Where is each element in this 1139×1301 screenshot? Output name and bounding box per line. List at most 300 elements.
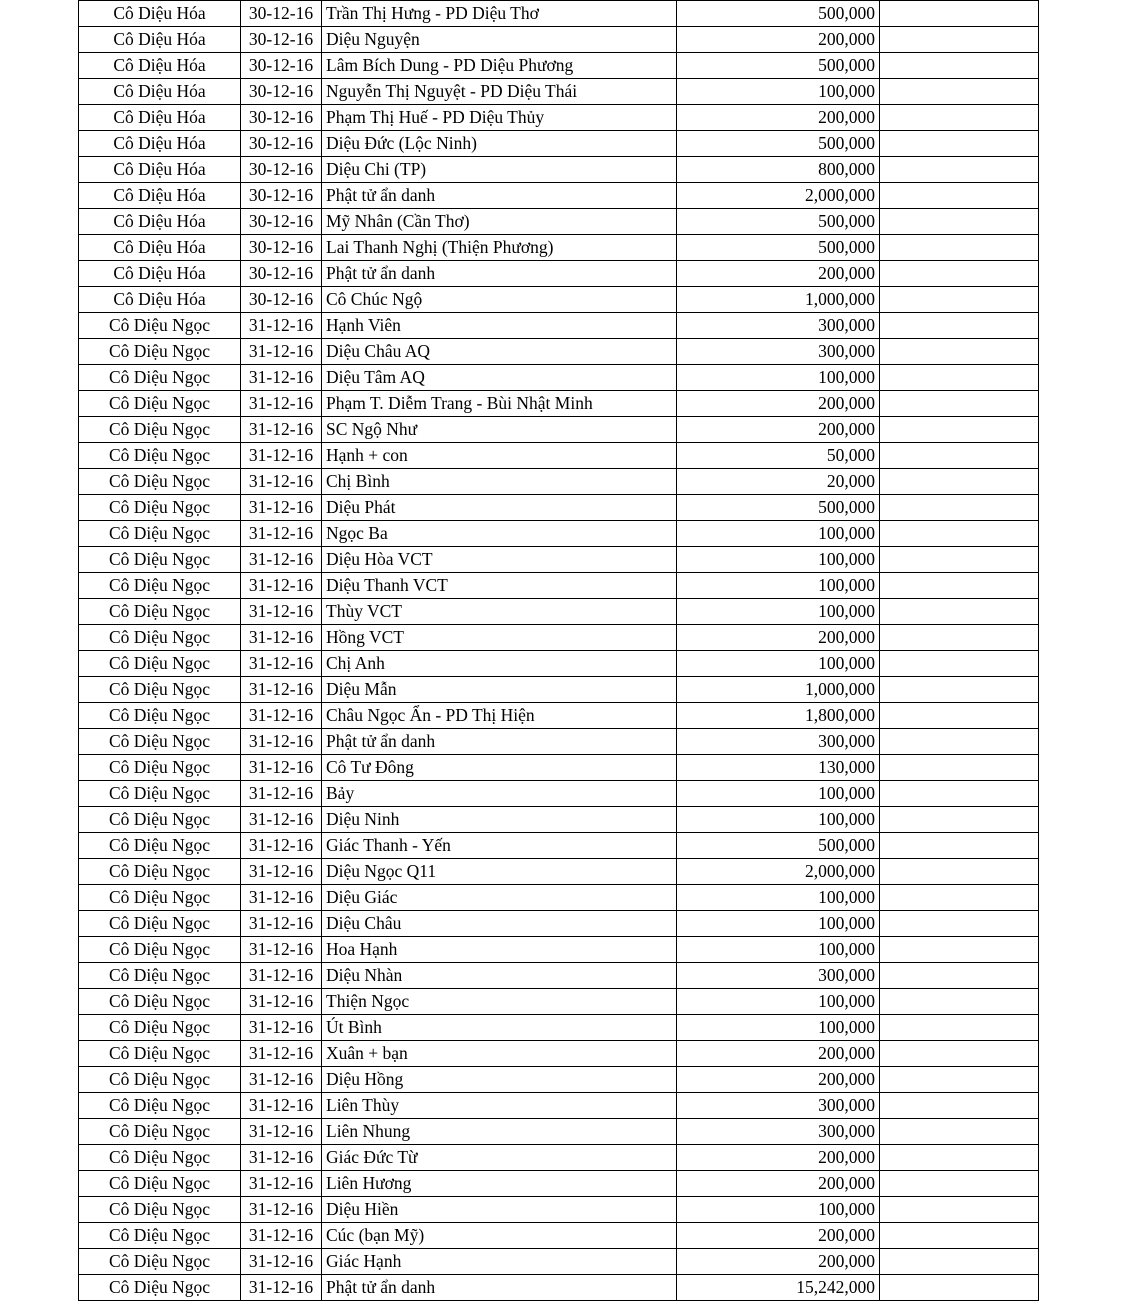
table-row [79,1197,1039,1223]
cell-donor: Cô Diệu Ngọc [79,1015,241,1041]
cell-donor: Cô Diệu Ngọc [79,1145,241,1171]
table-row [79,469,1039,495]
cell-name: Nguyễn Thị Nguyệt - PD Diệu Thái [322,79,677,105]
cell-note [880,963,1039,989]
table-row [79,1093,1039,1119]
cell-note [880,547,1039,573]
cell-date: 31-12-16 [241,625,322,651]
cell-name: Mỹ Nhân (Cần Thơ) [322,209,677,235]
cell-donor: Cô Diệu Hóa [79,53,241,79]
cell-amount: 100,000 [677,885,880,911]
cell-note [880,365,1039,391]
cell-name: Diệu Phát [322,495,677,521]
cell-amount: 200,000 [677,27,880,53]
cell-note [880,417,1039,443]
cell-note [880,1249,1039,1275]
cell-donor: Cô Diệu Ngọc [79,625,241,651]
cell-donor: Cô Diệu Ngọc [79,521,241,547]
cell-donor: Cô Diệu Ngọc [79,703,241,729]
cell-amount: 100,000 [677,1197,880,1223]
table-row [79,729,1039,755]
cell-date: 31-12-16 [241,781,322,807]
cell-note [880,521,1039,547]
cell-name: Lâm Bích Dung - PD Diệu Phương [322,53,677,79]
cell-date: 31-12-16 [241,417,322,443]
cell-name: Liên Thùy [322,1093,677,1119]
cell-date: 31-12-16 [241,1119,322,1145]
cell-date: 31-12-16 [241,859,322,885]
cell-name: Thùy VCT [322,599,677,625]
cell-note [880,937,1039,963]
cell-amount: 100,000 [677,937,880,963]
cell-amount: 200,000 [677,1171,880,1197]
cell-donor: Cô Diệu Hóa [79,1,241,27]
table-row [79,27,1039,53]
cell-date: 31-12-16 [241,937,322,963]
table-row [79,885,1039,911]
cell-date: 31-12-16 [241,989,322,1015]
cell-amount: 100,000 [677,1015,880,1041]
cell-name: Diệu Ninh [322,807,677,833]
cell-date: 30-12-16 [241,287,322,313]
cell-name: Hoa Hạnh [322,937,677,963]
cell-amount: 1,000,000 [677,677,880,703]
cell-donor: Cô Diệu Hóa [79,131,241,157]
cell-date: 31-12-16 [241,1145,322,1171]
cell-date: 31-12-16 [241,1093,322,1119]
cell-amount: 300,000 [677,1093,880,1119]
ledger-body [79,1,1039,1301]
cell-donor: Cô Diệu Ngọc [79,443,241,469]
cell-name: Diệu Châu [322,911,677,937]
cell-name: Phật tử ẩn danh [322,729,677,755]
cell-note [880,833,1039,859]
cell-amount: 50,000 [677,443,880,469]
cell-note [880,1223,1039,1249]
cell-amount: 300,000 [677,1119,880,1145]
cell-note [880,1145,1039,1171]
cell-donor: Cô Diệu Ngọc [79,1171,241,1197]
cell-donor: Cô Diệu Hóa [79,105,241,131]
cell-date: 31-12-16 [241,313,322,339]
table-row [79,1119,1039,1145]
table-row [79,989,1039,1015]
cell-name: Liên Nhung [322,1119,677,1145]
cell-amount: 200,000 [677,261,880,287]
cell-name: SC Ngộ Như [322,417,677,443]
cell-amount: 300,000 [677,339,880,365]
cell-amount: 100,000 [677,781,880,807]
cell-name: Diệu Hồng [322,1067,677,1093]
cell-date: 31-12-16 [241,391,322,417]
table-row [79,1015,1039,1041]
cell-name: Hồng VCT [322,625,677,651]
cell-note [880,105,1039,131]
cell-donor: Cô Diệu Ngọc [79,365,241,391]
cell-donor: Cô Diệu Hóa [79,27,241,53]
table-row [79,1145,1039,1171]
cell-note [880,183,1039,209]
cell-date: 31-12-16 [241,1171,322,1197]
cell-donor: Cô Diệu Ngọc [79,469,241,495]
cell-name: Giác Hạnh [322,1249,677,1275]
cell-amount: 200,000 [677,417,880,443]
cell-date: 31-12-16 [241,1015,322,1041]
cell-donor: Cô Diệu Ngọc [79,1275,241,1301]
cell-note [880,79,1039,105]
cell-name: Chị Anh [322,651,677,677]
cell-amount: 500,000 [677,131,880,157]
cell-donor: Cô Diệu Ngọc [79,989,241,1015]
cell-donor: Cô Diệu Ngọc [79,729,241,755]
cell-amount: 200,000 [677,391,880,417]
cell-donor: Cô Diệu Hóa [79,235,241,261]
cell-note [880,443,1039,469]
cell-name: Phạm T. Diễm Trang - Bùi Nhật Minh [322,391,677,417]
table-row [79,365,1039,391]
cell-note [880,625,1039,651]
cell-date: 31-12-16 [241,1275,322,1301]
cell-date: 31-12-16 [241,807,322,833]
cell-note [880,53,1039,79]
cell-date: 31-12-16 [241,703,322,729]
donation-ledger-table [78,0,1039,1301]
cell-name: Bảy [322,781,677,807]
cell-date: 31-12-16 [241,339,322,365]
cell-name: Hạnh + con [322,443,677,469]
cell-date: 30-12-16 [241,209,322,235]
cell-note [880,703,1039,729]
cell-date: 30-12-16 [241,131,322,157]
cell-donor: Cô Diệu Ngọc [79,651,241,677]
cell-name: Diệu Tâm AQ [322,365,677,391]
cell-note [880,391,1039,417]
cell-name: Phật tử ẩn danh [322,261,677,287]
cell-note [880,313,1039,339]
cell-amount: 1,000,000 [677,287,880,313]
cell-note [880,1197,1039,1223]
cell-name: Cô Chúc Ngộ [322,287,677,313]
cell-donor: Cô Diệu Ngọc [79,677,241,703]
table-row [79,651,1039,677]
cell-note [880,807,1039,833]
table-row [79,495,1039,521]
cell-note [880,729,1039,755]
cell-name: Phạm Thị Huế - PD Diệu Thủy [322,105,677,131]
table-row [79,313,1039,339]
cell-note [880,989,1039,1015]
cell-date: 30-12-16 [241,261,322,287]
cell-date: 30-12-16 [241,27,322,53]
cell-name: Xuân + bạn [322,1041,677,1067]
table-row [79,1223,1039,1249]
cell-amount: 200,000 [677,625,880,651]
cell-date: 31-12-16 [241,963,322,989]
cell-name: Cúc (bạn Mỹ) [322,1223,677,1249]
cell-amount: 500,000 [677,495,880,521]
table-row [79,235,1039,261]
cell-donor: Cô Diệu Ngọc [79,495,241,521]
cell-donor: Cô Diệu Hóa [79,209,241,235]
table-row [79,599,1039,625]
cell-note [880,131,1039,157]
cell-donor: Cô Diệu Ngọc [79,1223,241,1249]
table-row [79,339,1039,365]
cell-name: Diệu Mẫn [322,677,677,703]
table-row [79,287,1039,313]
cell-name: Diệu Nguyện [322,27,677,53]
cell-donor: Cô Diệu Ngọc [79,755,241,781]
cell-amount: 200,000 [677,105,880,131]
cell-amount: 100,000 [677,521,880,547]
cell-name: Giác Đức Từ [322,1145,677,1171]
cell-date: 31-12-16 [241,521,322,547]
cell-note [880,1067,1039,1093]
cell-donor: Cô Diệu Ngọc [79,313,241,339]
cell-amount: 200,000 [677,1041,880,1067]
cell-donor: Cô Diệu Ngọc [79,963,241,989]
table-row [79,547,1039,573]
cell-date: 31-12-16 [241,365,322,391]
cell-name: Diệu Châu AQ [322,339,677,365]
cell-date: 30-12-16 [241,105,322,131]
cell-name: Diệu Đức (Lộc Ninh) [322,131,677,157]
table-row [79,417,1039,443]
cell-amount: 100,000 [677,365,880,391]
table-row [79,1,1039,27]
cell-donor: Cô Diệu Ngọc [79,599,241,625]
table-row [79,521,1039,547]
cell-name: Diệu Nhàn [322,963,677,989]
cell-donor: Cô Diệu Ngọc [79,391,241,417]
cell-date: 30-12-16 [241,53,322,79]
cell-note [880,755,1039,781]
cell-date: 31-12-16 [241,651,322,677]
cell-amount: 500,000 [677,833,880,859]
cell-note [880,469,1039,495]
cell-amount: 100,000 [677,79,880,105]
cell-date: 31-12-16 [241,599,322,625]
cell-note [880,209,1039,235]
cell-donor: Cô Diệu Ngọc [79,1197,241,1223]
cell-donor: Cô Diệu Ngọc [79,781,241,807]
table-row [79,859,1039,885]
table-row [79,131,1039,157]
cell-name: Hạnh Viên [322,313,677,339]
table-row [79,677,1039,703]
table-row [79,157,1039,183]
cell-amount: 100,000 [677,651,880,677]
table-row [79,79,1039,105]
cell-donor: Cô Diệu Hóa [79,287,241,313]
cell-note [880,1,1039,27]
cell-name: Diệu Giác [322,885,677,911]
cell-date: 31-12-16 [241,1197,322,1223]
cell-date: 31-12-16 [241,833,322,859]
cell-note [880,1093,1039,1119]
cell-donor: Cô Diệu Hóa [79,183,241,209]
table-row [79,937,1039,963]
table-row [79,781,1039,807]
cell-donor: Cô Diệu Ngọc [79,1119,241,1145]
table-row [79,1041,1039,1067]
cell-donor: Cô Diệu Ngọc [79,937,241,963]
cell-amount: 2,000,000 [677,183,880,209]
cell-amount: 200,000 [677,1067,880,1093]
cell-amount: 1,800,000 [677,703,880,729]
cell-date: 31-12-16 [241,495,322,521]
cell-amount: 200,000 [677,1223,880,1249]
cell-date: 31-12-16 [241,1249,322,1275]
cell-note [880,859,1039,885]
table-row [79,391,1039,417]
cell-date: 30-12-16 [241,1,322,27]
cell-amount: 15,242,000 [677,1275,880,1301]
table-row [79,625,1039,651]
cell-amount: 300,000 [677,313,880,339]
cell-date: 31-12-16 [241,677,322,703]
cell-donor: Cô Diệu Ngọc [79,417,241,443]
cell-note [880,287,1039,313]
cell-donor: Cô Diệu Hóa [79,261,241,287]
cell-note [880,573,1039,599]
cell-note [880,27,1039,53]
table-row [79,105,1039,131]
cell-name: Út Bình [322,1015,677,1041]
table-row [79,963,1039,989]
cell-note [880,261,1039,287]
table-row [79,1249,1039,1275]
cell-name: Cô Tư Đông [322,755,677,781]
cell-donor: Cô Diệu Ngọc [79,833,241,859]
cell-name: Lai Thanh Nghị (Thiện Phương) [322,235,677,261]
cell-amount: 100,000 [677,599,880,625]
cell-amount: 300,000 [677,729,880,755]
cell-amount: 100,000 [677,911,880,937]
cell-date: 31-12-16 [241,729,322,755]
cell-note [880,1119,1039,1145]
cell-note [880,235,1039,261]
table-row [79,183,1039,209]
table-row [79,53,1039,79]
cell-donor: Cô Diệu Ngọc [79,1093,241,1119]
cell-date: 31-12-16 [241,755,322,781]
cell-amount: 500,000 [677,53,880,79]
cell-amount: 500,000 [677,209,880,235]
table-row [79,573,1039,599]
cell-date: 31-12-16 [241,547,322,573]
table-row [79,1171,1039,1197]
cell-note [880,781,1039,807]
cell-date: 30-12-16 [241,235,322,261]
cell-amount: 300,000 [677,963,880,989]
cell-note [880,157,1039,183]
cell-note [880,651,1039,677]
cell-amount: 100,000 [677,547,880,573]
cell-name: Liên Hương [322,1171,677,1197]
cell-donor: Cô Diệu Ngọc [79,885,241,911]
cell-note [880,1171,1039,1197]
cell-amount: 130,000 [677,755,880,781]
cell-note [880,495,1039,521]
cell-donor: Cô Diệu Ngọc [79,807,241,833]
table-row [79,703,1039,729]
cell-name: Diệu Hòa VCT [322,547,677,573]
cell-name: Trần Thị Hưng - PD Diệu Thơ [322,1,677,27]
cell-amount: 100,000 [677,807,880,833]
cell-date: 31-12-16 [241,469,322,495]
cell-amount: 500,000 [677,1,880,27]
table-row [79,755,1039,781]
table-row [79,807,1039,833]
table-row [79,1275,1039,1301]
cell-date: 31-12-16 [241,911,322,937]
table-row [79,261,1039,287]
cell-name: Chị Bình [322,469,677,495]
cell-name: Phật tử ẩn danh [322,183,677,209]
cell-donor: Cô Diệu Ngọc [79,339,241,365]
cell-donor: Cô Diệu Ngọc [79,1249,241,1275]
cell-name: Diệu Ngọc Q11 [322,859,677,885]
cell-name: Diệu Hiền [322,1197,677,1223]
cell-name: Châu Ngọc Ẩn - PD Thị Hiện [322,703,677,729]
table-row [79,443,1039,469]
cell-date: 31-12-16 [241,1223,322,1249]
table-row [79,911,1039,937]
cell-note [880,599,1039,625]
cell-name: Diệu Thanh VCT [322,573,677,599]
cell-amount: 20,000 [677,469,880,495]
cell-note [880,1275,1039,1301]
cell-note [880,1041,1039,1067]
cell-donor: Cô Diệu Ngọc [79,1067,241,1093]
cell-amount: 100,000 [677,573,880,599]
cell-note [880,1015,1039,1041]
cell-note [880,885,1039,911]
cell-name: Phật tử ẩn danh [322,1275,677,1301]
cell-amount: 2,000,000 [677,859,880,885]
cell-name: Thiện Ngọc [322,989,677,1015]
cell-amount: 200,000 [677,1145,880,1171]
table-row [79,1067,1039,1093]
cell-donor: Cô Diệu Ngọc [79,547,241,573]
cell-donor: Cô Diệu Ngọc [79,859,241,885]
cell-date: 31-12-16 [241,443,322,469]
cell-amount: 800,000 [677,157,880,183]
cell-donor: Cô Diệu Ngọc [79,1041,241,1067]
cell-name: Ngọc Ba [322,521,677,547]
cell-donor: Cô Diệu Ngọc [79,911,241,937]
cell-amount: 200,000 [677,1249,880,1275]
cell-donor: Cô Diệu Ngọc [79,573,241,599]
cell-date: 31-12-16 [241,1067,322,1093]
cell-date: 31-12-16 [241,573,322,599]
cell-donor: Cô Diệu Hóa [79,79,241,105]
cell-note [880,911,1039,937]
table-row [79,209,1039,235]
cell-name: Giác Thanh - Yến [322,833,677,859]
cell-date: 31-12-16 [241,1041,322,1067]
cell-date: 30-12-16 [241,183,322,209]
cell-amount: 100,000 [677,989,880,1015]
cell-donor: Cô Diệu Hóa [79,157,241,183]
cell-date: 30-12-16 [241,157,322,183]
cell-date: 30-12-16 [241,79,322,105]
cell-note [880,339,1039,365]
cell-amount: 500,000 [677,235,880,261]
cell-note [880,677,1039,703]
table-row [79,833,1039,859]
